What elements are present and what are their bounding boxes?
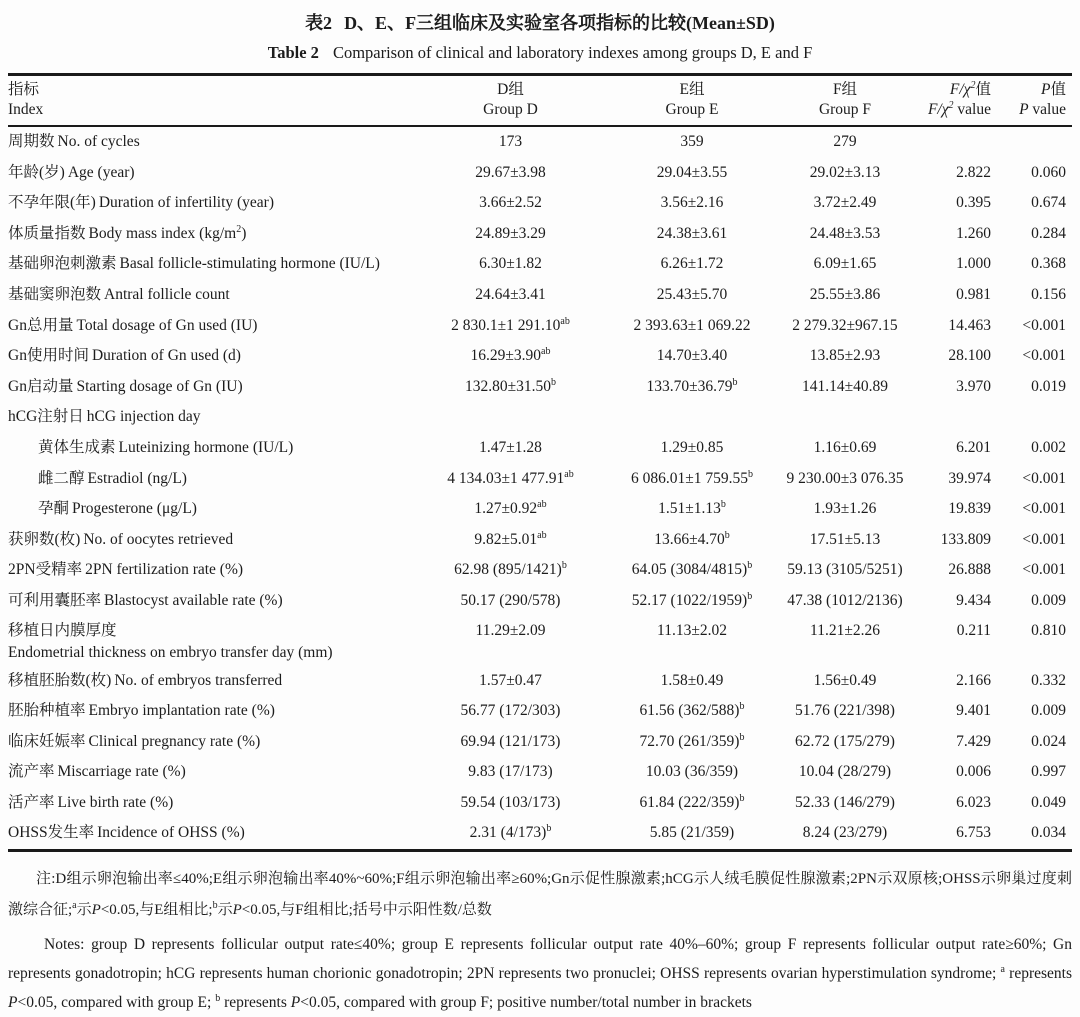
cell-stat: 9.434	[956, 591, 991, 609]
row-label: 孕酮 Progesterone (μg/L)	[38, 500, 197, 518]
cell-group-f: 8.24 (23/279)	[802, 824, 888, 842]
cell-group-d: 173	[498, 133, 523, 150]
cell-group-d: 9.82±5.01$^{ab}$	[474, 529, 547, 548]
table-row	[8, 158, 1072, 189]
row-label: 黄体生成素 Luteinizing hormone (IU/L)	[38, 438, 294, 456]
row-label: 获卵数(枚) No. of oocytes retrieved	[8, 530, 234, 548]
row-label: 体质量指数 Body mass index $(kg/m^2)$	[8, 223, 247, 242]
cell-stat: 39.974	[948, 469, 991, 487]
cell-p: <0.001	[1022, 561, 1066, 579]
cell-group-f: 1.56±0.49	[813, 671, 877, 689]
row-label: 移植日内膜厚度 Endometrial thickness on embryo transfer day (mm)	[8, 621, 333, 661]
row-label: OHSS发生率 Incidence of OHSS (%)	[8, 824, 245, 842]
table-row	[8, 586, 1072, 617]
cell-p: 0.332	[1031, 671, 1066, 689]
cell-group-d: 4 134.03±1 477.91$^{ab}$	[447, 468, 574, 487]
cell-stat: 6.753	[956, 824, 991, 842]
cell-stat: 9.401	[956, 702, 991, 720]
cell-p	[1007, 126, 1072, 158]
header-stat: $F/\chi^2$值 $F/\chi^2$ value	[919, 75, 1007, 127]
cell-p: 0.674	[1031, 194, 1066, 212]
title-block	[0, 0, 1080, 65]
cell-stat: 7.429	[956, 732, 991, 750]
table-row	[8, 696, 1072, 727]
row-label: 胚胎种植率 Embryo implantation rate (%)	[8, 702, 275, 720]
row-label: 基础卵泡刺激素 Basal follicle-stimulating hormone (IU/L)	[8, 255, 380, 273]
header-index	[8, 75, 408, 127]
table-title-en-text: Comparison of clinical and laboratory indexes among groups D, E and F	[332, 43, 813, 62]
cell-group-f: 62.72 (175/279)	[795, 732, 895, 750]
cell-group-f: 52.33 (146/279)	[795, 793, 895, 811]
cell-group-f: 47.38 (1012/2136)	[787, 591, 903, 609]
comparison-table	[8, 73, 1072, 852]
cell-group-d: 59.54 (103/173)	[460, 793, 561, 811]
cell-group-e: 359	[680, 133, 704, 150]
header-group-f: F组 Group F	[771, 75, 919, 127]
cell-p: 0.009	[1031, 591, 1066, 609]
table-number-zh: 表2	[305, 13, 333, 33]
cell-stat: 133.809	[940, 530, 991, 548]
cell-group-f: 17.51±5.13	[809, 530, 881, 548]
page-title-zh	[0, 10, 1080, 36]
cell-stat: 2.166	[956, 671, 991, 689]
cell-group-e: 64.05 $(3084/4815)^b$	[631, 560, 753, 579]
cell-group-d: 9.83 (17/173)	[468, 763, 553, 781]
cell-group-e: 29.04±3.55	[656, 163, 728, 181]
cell-group-d: 2.31 $(4/173)^b$	[469, 823, 552, 842]
row-label: 可利用囊胚率 Blastocyst available rate (%)	[8, 591, 283, 609]
cell-group-f: 2 279.32±967.15	[792, 316, 898, 334]
cell-group-d: 50.17 (290/578)	[460, 591, 561, 609]
cell-group-f: 13.85±2.93	[809, 347, 881, 365]
cell-group-e: 5.85 (21/359)	[649, 824, 735, 842]
cell-group-f: 25.55±3.86	[809, 285, 881, 303]
table-row	[8, 402, 1072, 433]
table-body	[8, 126, 1072, 851]
row-label: hCG注射日 hCG injection day	[8, 408, 201, 426]
cell-p: 0.284	[1031, 224, 1066, 242]
cell-group-e: 61.84 $(222/359)^b$	[639, 792, 745, 811]
cell-group-e: 25.43±5.70	[656, 285, 728, 303]
table-title-zh-text: D、E、F三组临床及实验室各项指标的比较(Mean±SD)	[344, 13, 775, 33]
cell-stat: 0.981	[956, 285, 991, 303]
footnote-en: Notes: group D represents follicular output rate≤40%; group E represents follicular output rate 40%–60%; group F represents follicular output rate≥60%; Gn represents gonadotropin; hCG represents human chorionic gonadotropin; 2PN represents two pronuclei; OHSS represents ovarian hyperstimulation syndrome; $^a$ represents P<0.05, compared with group E; $^b$ represents P<0.05, compared with group F; positive number/total number in brackets	[8, 936, 1072, 1012]
cell-stat: 3.970	[956, 377, 991, 395]
cell-p: 0.024	[1031, 732, 1066, 750]
cell-group-f: 6.09±1.65	[813, 255, 877, 273]
cell-stat: 1.000	[956, 255, 991, 273]
row-label: 基础窦卵泡数 Antral follicle count	[8, 285, 230, 303]
cell-group-f: 59.13 (3105/5251)	[787, 561, 903, 579]
cell-group-d: 3.66±2.52	[479, 194, 542, 212]
cell-stat: 0.395	[956, 194, 991, 212]
cell-group-d: 1.27±0.92$^{ab}$	[474, 498, 547, 518]
row-label: Gn启动量 Starting dosage of Gn (IU)	[8, 377, 243, 395]
table-header	[8, 75, 1072, 127]
row-label: 周期数 No. of cycles	[8, 133, 140, 150]
cell-group-e: 61.56 $(362/588)^b$	[639, 700, 745, 720]
cell-stat: 26.888	[948, 561, 991, 579]
cell-group-e: 1.51±1.13$^b$	[658, 498, 726, 518]
cell-group-e: 13.66±4.70$^b$	[654, 529, 730, 548]
cell-group-d: 16.29±3.90$^{ab}$	[470, 346, 551, 365]
cell-stat: 1.260	[956, 224, 991, 242]
page-title-en	[0, 41, 1080, 65]
cell-group-f: 29.02±3.13	[809, 163, 881, 181]
cell-stat	[919, 126, 1007, 158]
cell-group-e: 11.13±2.02	[657, 621, 727, 639]
cell-group-e: 3.56±2.16	[660, 194, 724, 212]
cell-group-e: 133.70±36.79$^b$	[646, 376, 738, 395]
cell-group-e: 52.17 $(1022/1959)^b$	[631, 590, 753, 609]
cell-p: 0.019	[1031, 377, 1066, 395]
cell-group-d: 1.57±0.47	[479, 671, 542, 689]
cell-p: 0.156	[1031, 285, 1066, 303]
cell-group-d: 132.80±31.50$^b$	[464, 376, 556, 395]
cell-p: 0.060	[1031, 163, 1066, 181]
cell-p: 0.009	[1031, 702, 1066, 720]
row-label: 雌二醇 Estradiol (ng/L)	[38, 469, 187, 487]
cell-group-f: 1.93±1.26	[813, 500, 877, 518]
table-row	[8, 280, 1072, 311]
cell-group-f: 51.76 (221/398)	[795, 702, 895, 720]
table-row	[8, 219, 1072, 250]
header-row	[8, 75, 1072, 127]
table-row	[8, 464, 1072, 495]
row-label: Gn使用时间 Duration of Gn used (d)	[8, 347, 241, 365]
cell-p: <0.001	[1022, 316, 1066, 334]
table-row	[8, 788, 1072, 819]
table-row	[8, 341, 1072, 372]
header-p: P值 P value	[1007, 75, 1072, 127]
table-row	[8, 494, 1072, 525]
cell-group-d: 62.98 $(895/1421)^b$	[454, 560, 567, 579]
cell-p: 0.034	[1031, 824, 1066, 842]
cell-group-d: 6.30±1.82	[479, 255, 542, 273]
cell-group-f: 279	[833, 133, 857, 150]
footnote-zh: 注:D组示卵泡输出率≤40%;E组示卵泡输出率40%~60%;F组示卵泡输出率≥60%;Gn示促性腺激素;hCG示人绒毛膜促性腺激素;2PN示双原核;OHSS示卵巢过度刺激综合征;$^a$示P<0.05,与E组相比;$^b$示P<0.05,与F组相比;括号中示阳性数/总数	[8, 871, 1072, 919]
cell-stat: 2.822	[956, 163, 991, 181]
cell-group-d: 1.47±1.28	[479, 438, 542, 456]
row-label: 临床妊娠率 Clinical pregnancy rate (%)	[8, 732, 261, 750]
cell-group-e: 1.29±0.85	[660, 438, 724, 456]
cell-p: <0.001	[1022, 347, 1066, 365]
cell-group-f: 9 230.00±3 076.35	[786, 469, 904, 487]
table-number-en: Table 2	[267, 43, 319, 62]
cell-p: 0.810	[1031, 621, 1066, 639]
cell-group-e: 2 393.63±1 069.22	[633, 316, 751, 334]
cell-group-f	[771, 402, 919, 433]
table-row	[8, 555, 1072, 586]
cell-group-f: 3.72±2.49	[813, 194, 877, 212]
cell-group-e: 24.38±3.61	[656, 224, 728, 242]
cell-p: <0.001	[1022, 469, 1066, 487]
table-row	[8, 617, 1072, 666]
cell-group-e: 1.58±0.49	[660, 671, 724, 689]
cell-group-e: 72.70 $(261/359)^b$	[639, 731, 745, 750]
table-row	[8, 757, 1072, 788]
table-row	[8, 249, 1072, 280]
table-row	[8, 525, 1072, 556]
cell-group-d: 11.29±2.09	[475, 621, 546, 639]
cell-group-f: 11.21±2.26	[810, 621, 880, 639]
cell-group-d: 24.89±3.29	[475, 224, 546, 242]
cell-stat: 19.839	[948, 500, 991, 518]
cell-stat: 0.211	[956, 621, 991, 639]
cell-group-e: 6.26±1.72	[660, 255, 724, 273]
row-label: 2PN受精率 2PN fertilization rate (%)	[8, 561, 244, 579]
header-group-d: D组 Group D	[408, 75, 613, 127]
table-row	[8, 433, 1072, 464]
cell-stat: 6.023	[956, 793, 991, 811]
row-label: 流产率 Miscarriage rate (%)	[8, 763, 186, 781]
cell-group-e: 6 086.01±1 759.55$^b$	[630, 468, 753, 487]
table-row	[8, 666, 1072, 697]
table-row	[8, 188, 1072, 219]
header-index-zh: 指标	[8, 81, 40, 98]
cell-p: 0.049	[1031, 793, 1066, 811]
cell-p: <0.001	[1022, 500, 1066, 518]
cell-stat	[919, 402, 1007, 433]
cell-stat: 28.100	[948, 347, 991, 365]
cell-p: 0.368	[1031, 255, 1066, 273]
cell-group-f: 141.14±40.89	[801, 377, 888, 395]
cell-group-d: 2 830.1±1 291.10$^{ab}$	[451, 315, 570, 334]
table-row	[8, 126, 1072, 158]
cell-group-e: 14.70±3.40	[656, 347, 728, 365]
cell-group-f: 10.04 (28/279)	[798, 763, 892, 781]
footnotes	[8, 864, 1072, 1017]
table-row	[8, 311, 1072, 342]
cell-p: 0.002	[1031, 438, 1066, 456]
header-group-e: E组 Group E	[613, 75, 771, 127]
table-row	[8, 727, 1072, 758]
row-label: 不孕年限(年) Duration of infertility (year)	[8, 194, 274, 212]
table-row	[8, 372, 1072, 403]
cell-p: <0.001	[1022, 530, 1066, 548]
cell-p: 0.997	[1031, 763, 1066, 781]
cell-stat: 14.463	[948, 316, 991, 334]
cell-stat: 6.201	[956, 438, 991, 456]
cell-p	[1007, 402, 1072, 433]
cell-group-d: 24.64±3.41	[475, 285, 546, 303]
row-label: 活产率 Live birth rate (%)	[8, 793, 174, 811]
cell-group-d: 56.77 (172/303)	[460, 702, 561, 720]
cell-group-e: 10.03 (36/359)	[645, 763, 739, 781]
cell-group-f: 1.16±0.69	[813, 438, 877, 456]
cell-group-d: 29.67±3.98	[475, 163, 546, 181]
cell-stat: 0.006	[956, 763, 991, 781]
row-label: 移植胚胎数(枚) No. of embryos transferred	[8, 671, 283, 689]
cell-group-d: 69.94 (121/173)	[460, 732, 561, 750]
cell-group-e	[613, 402, 771, 433]
row-label: 年龄(岁) Age (year)	[8, 163, 135, 181]
cell-group-f: 24.48±3.53	[809, 224, 881, 242]
cell-group-d	[408, 402, 613, 433]
row-label: Gn总用量 Total dosage of Gn used (IU)	[8, 316, 258, 334]
header-index-en: Index	[8, 101, 44, 118]
table-row	[8, 818, 1072, 850]
